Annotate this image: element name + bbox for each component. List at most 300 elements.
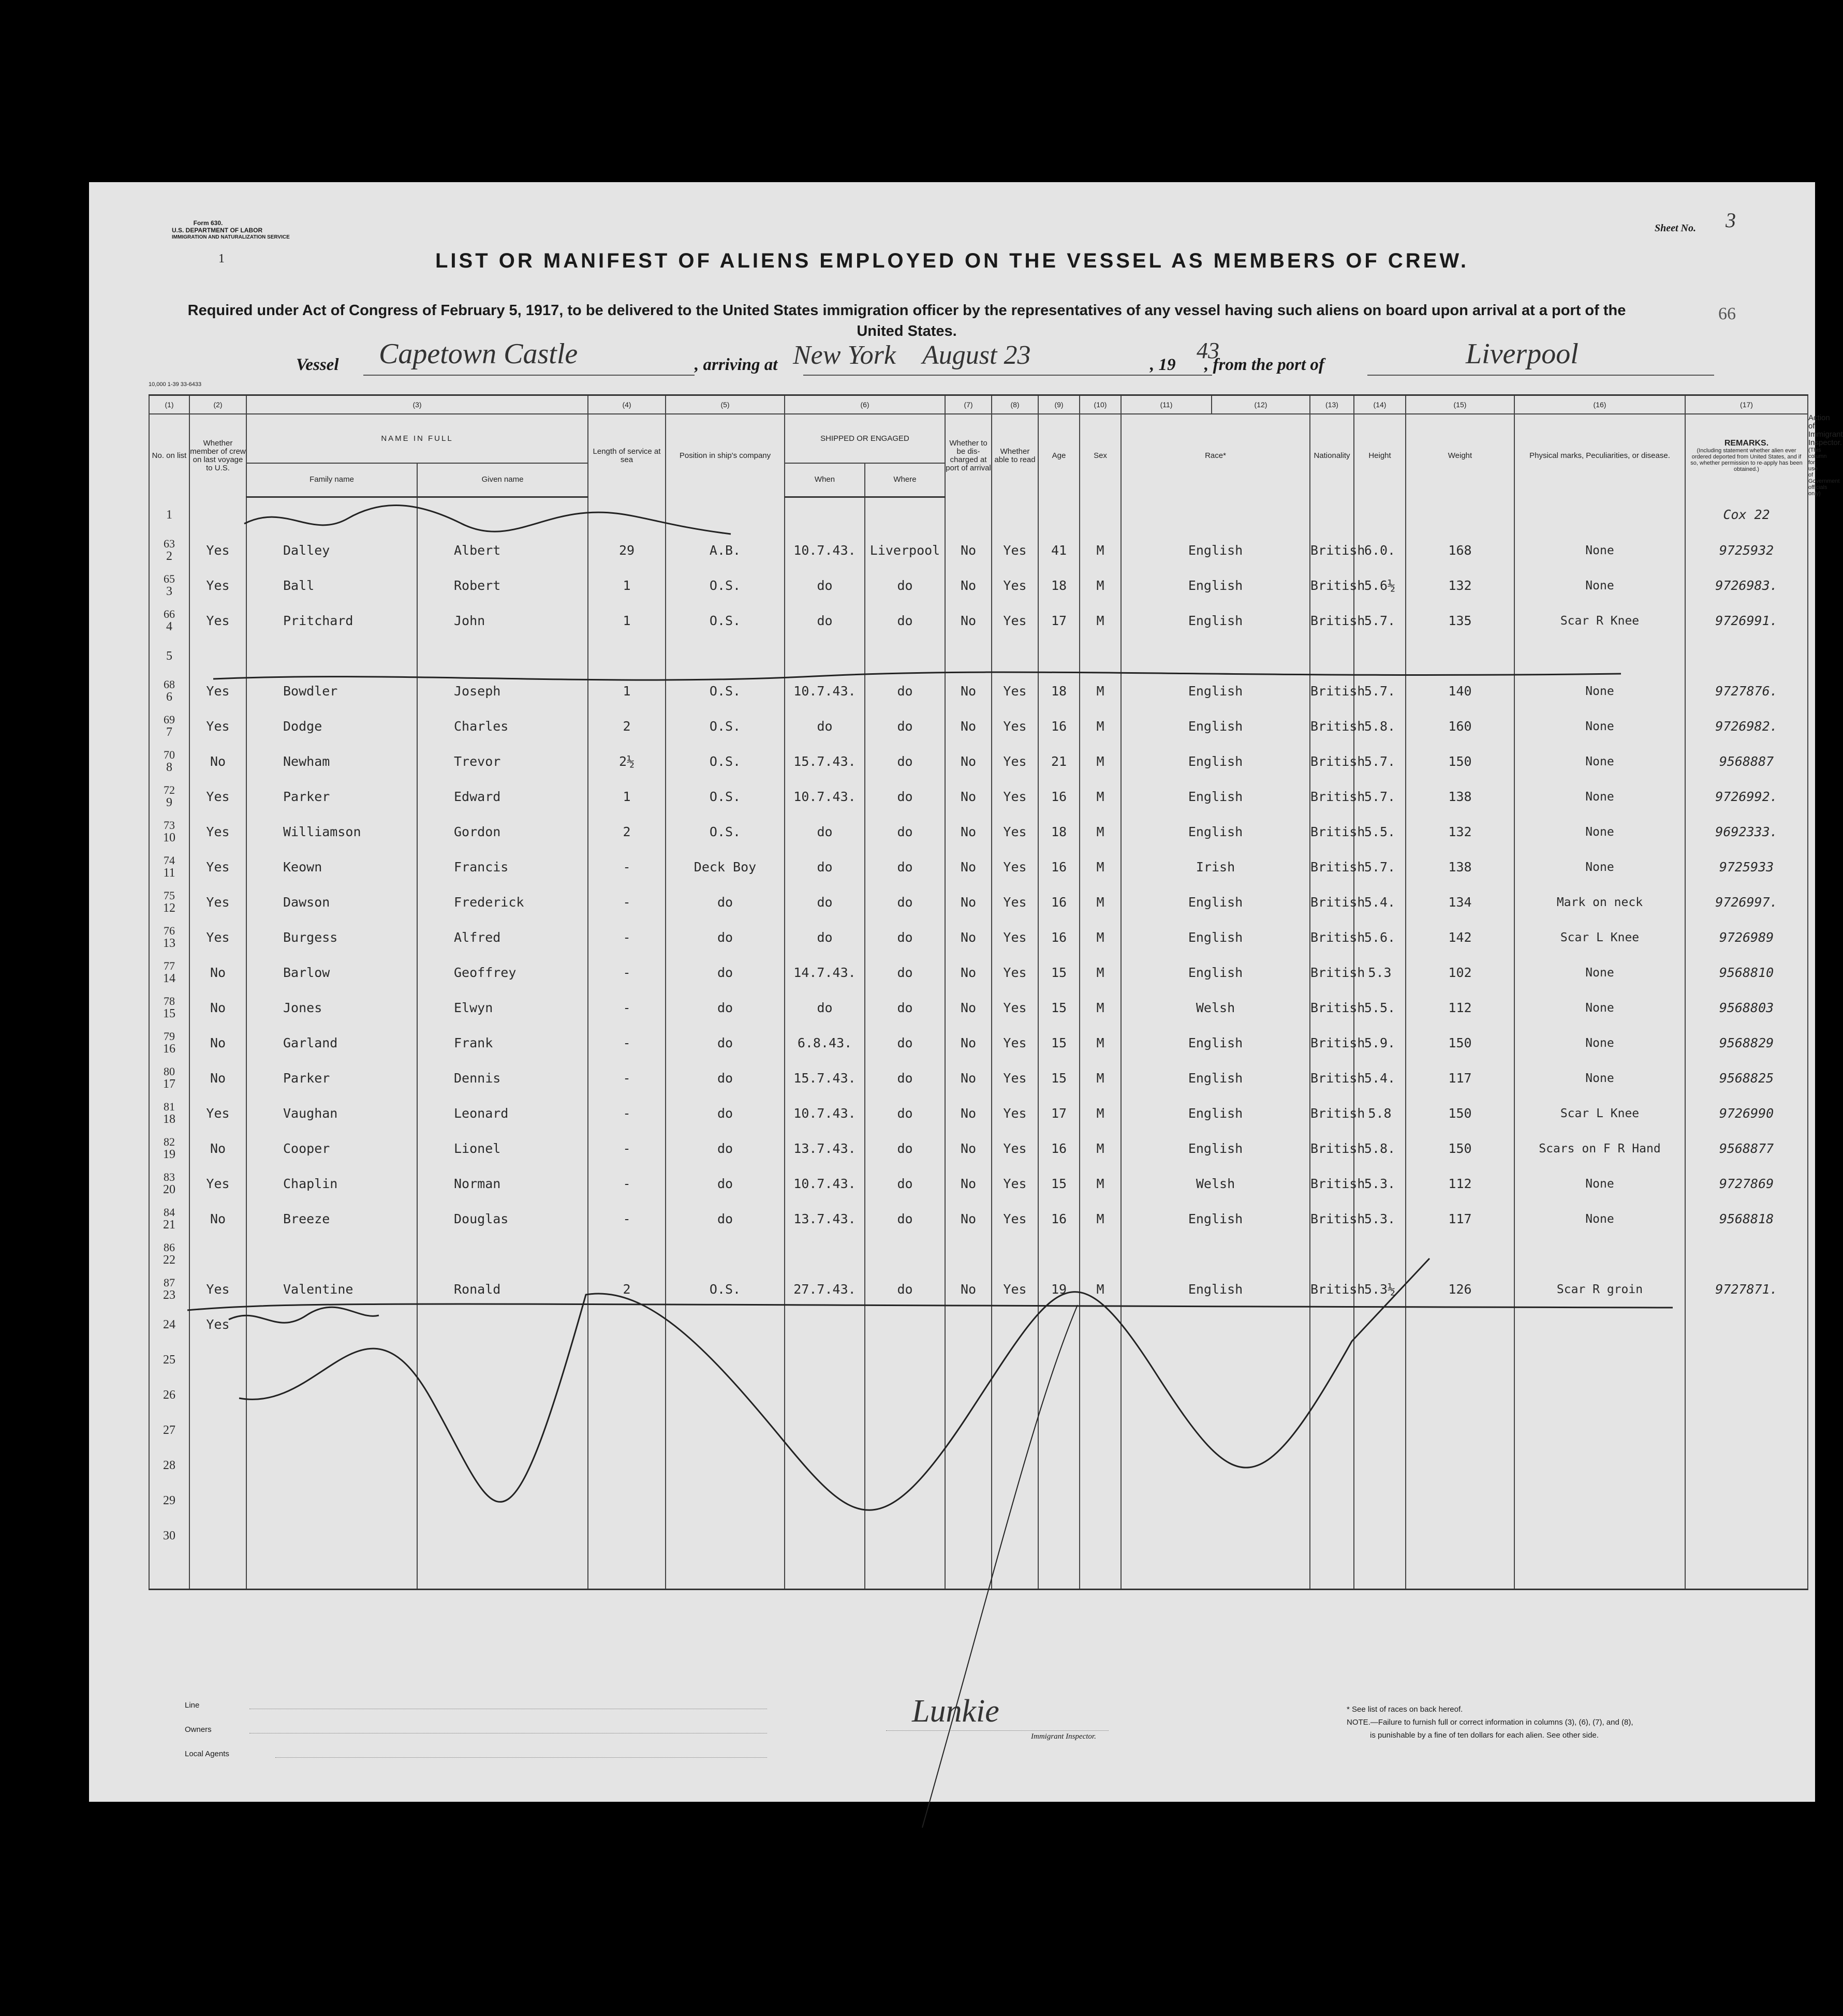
cell-given: Edward bbox=[417, 779, 588, 814]
cell-position: do bbox=[666, 885, 785, 920]
row-number: 3 bbox=[166, 584, 172, 598]
cell-where: do bbox=[865, 1026, 945, 1061]
cell-where: do bbox=[865, 920, 945, 955]
cell-height: 5.3½ bbox=[1354, 1272, 1406, 1307]
row-number: 23 bbox=[163, 1288, 175, 1302]
cell-age: 18 bbox=[1038, 814, 1080, 850]
cell-sex: M bbox=[1080, 603, 1121, 639]
cell-service: 2 bbox=[588, 709, 666, 744]
cell-height: 5.3. bbox=[1354, 1202, 1406, 1237]
cell-disch: No bbox=[945, 709, 992, 744]
cell-given: Douglas bbox=[417, 1202, 588, 1237]
cell-crew: Yes bbox=[189, 1307, 246, 1342]
cell-family: Dalley bbox=[246, 533, 417, 568]
row-number: 1 bbox=[166, 508, 172, 522]
cell-race: English bbox=[1121, 955, 1310, 990]
header-name-in-full: NAME IN FULL bbox=[246, 414, 588, 463]
cell-phys: None bbox=[1514, 1166, 1685, 1202]
cell-crew: No bbox=[189, 744, 246, 779]
cell-crew: Yes bbox=[189, 674, 246, 709]
cell-where: do bbox=[865, 1166, 945, 1202]
cell-nat: British bbox=[1310, 603, 1354, 639]
cell-height: 5.6½ bbox=[1354, 568, 1406, 603]
cell-service: 1 bbox=[588, 603, 666, 639]
cell-service: - bbox=[588, 920, 666, 955]
owners-label: Owners bbox=[185, 1725, 212, 1734]
cell-age: 16 bbox=[1038, 709, 1080, 744]
cell-given: Alfred bbox=[417, 920, 588, 955]
punch-hole bbox=[49, 1504, 76, 1534]
cell-given: Leonard bbox=[417, 1096, 588, 1131]
cell-phys: None bbox=[1514, 814, 1685, 850]
cell-where: do bbox=[865, 850, 945, 885]
cell-given: Elwyn bbox=[417, 990, 588, 1026]
handwritten-row-number: 77 bbox=[164, 959, 175, 972]
cell-when: 10.7.43. bbox=[785, 533, 865, 568]
cell-age: 15 bbox=[1038, 1166, 1080, 1202]
cell-given: Charles bbox=[417, 709, 588, 744]
cell-sex: M bbox=[1080, 1061, 1121, 1096]
cell-given: Frank bbox=[417, 1026, 588, 1061]
cell-given: Trevor bbox=[417, 744, 588, 779]
cell-phys: None bbox=[1514, 990, 1685, 1026]
cell-position: do bbox=[666, 1131, 785, 1166]
cell-disch: No bbox=[945, 1096, 992, 1131]
header-shipped: SHIPPED OR ENGAGED bbox=[785, 414, 945, 463]
cell-disch: No bbox=[945, 1026, 992, 1061]
cell-read: Yes bbox=[992, 603, 1038, 639]
note-failure: NOTE.—Failure to furnish full or correct information in columns (3), (6), (7), and (8), bbox=[1347, 1718, 1633, 1727]
cell-family: Garland bbox=[246, 1026, 417, 1061]
cell-when: do bbox=[785, 885, 865, 920]
cell-phys: None bbox=[1514, 744, 1685, 779]
cell-sex: M bbox=[1080, 779, 1121, 814]
cell-family: Barlow bbox=[246, 955, 417, 990]
cell-family: Breeze bbox=[246, 1202, 417, 1237]
cell-crew: No bbox=[189, 1061, 246, 1096]
cell-service: - bbox=[588, 1026, 666, 1061]
cell-crew: Yes bbox=[189, 885, 246, 920]
cell-weight: 150 bbox=[1406, 1096, 1514, 1131]
note-fine: is punishable by a fine of ten dollars for each alien. See other side. bbox=[1370, 1731, 1599, 1740]
handwritten-row-number: 84 bbox=[164, 1205, 175, 1219]
row-number: 25 bbox=[163, 1353, 175, 1367]
row-number: 18 bbox=[163, 1112, 175, 1126]
cell-nat: British bbox=[1310, 850, 1354, 885]
cell-race: English bbox=[1121, 920, 1310, 955]
cell-given: John bbox=[417, 603, 588, 639]
cell-remarks: 9568825 bbox=[1685, 1061, 1808, 1096]
cell-weight: 134 bbox=[1406, 885, 1514, 920]
cell-age: 18 bbox=[1038, 568, 1080, 603]
vessel-label: Vessel bbox=[296, 355, 339, 374]
cell-position: O.S. bbox=[666, 814, 785, 850]
cell-disch: No bbox=[945, 779, 992, 814]
col-number: (16) bbox=[1514, 395, 1685, 414]
cell-sex: M bbox=[1080, 674, 1121, 709]
cell-read: Yes bbox=[992, 955, 1038, 990]
cell-age: 17 bbox=[1038, 1096, 1080, 1131]
cell-service: - bbox=[588, 1061, 666, 1096]
handwritten-row-number: 83 bbox=[164, 1170, 175, 1183]
cell-nat: British bbox=[1310, 1272, 1354, 1307]
cell-when: 13.7.43. bbox=[785, 1131, 865, 1166]
cell-position: A.B. bbox=[666, 533, 785, 568]
header-age: Age bbox=[1038, 414, 1080, 497]
cell-nat: British bbox=[1310, 744, 1354, 779]
row-number: 6 bbox=[166, 690, 172, 704]
cell-sex: M bbox=[1080, 568, 1121, 603]
punch-hole bbox=[49, 1674, 76, 1704]
cell-family: Vaughan bbox=[246, 1096, 417, 1131]
row-number: 16 bbox=[163, 1042, 175, 1056]
cell-age: 16 bbox=[1038, 779, 1080, 814]
cell-remarks: 9727876. bbox=[1685, 674, 1808, 709]
cell-nat: British bbox=[1310, 1026, 1354, 1061]
arrival-year: 43 bbox=[1197, 338, 1219, 363]
cell-age: 15 bbox=[1038, 1026, 1080, 1061]
cell-nat: British bbox=[1310, 885, 1354, 920]
cell-remarks: 9726989 bbox=[1685, 920, 1808, 955]
cell-where: do bbox=[865, 955, 945, 990]
cell-service: 1 bbox=[588, 674, 666, 709]
inspector-signature: Lunkie bbox=[912, 1694, 999, 1729]
cell-position: do bbox=[666, 1166, 785, 1202]
cell-phys: Scar R Knee bbox=[1514, 603, 1685, 639]
cell-family: Cooper bbox=[246, 1131, 417, 1166]
header-physical: Physical marks, Peculiarities, or disease. bbox=[1514, 414, 1685, 497]
col-number: (9) bbox=[1038, 395, 1080, 414]
cell-sex: M bbox=[1080, 920, 1121, 955]
cell-weight: 102 bbox=[1406, 955, 1514, 990]
cell-when: 10.7.43. bbox=[785, 674, 865, 709]
cell-read: Yes bbox=[992, 1166, 1038, 1202]
cell-sex: M bbox=[1080, 1131, 1121, 1166]
cell-disch: No bbox=[945, 920, 992, 955]
cell-read: Yes bbox=[992, 814, 1038, 850]
col-number: (13) bbox=[1310, 395, 1354, 414]
cell-service: - bbox=[588, 850, 666, 885]
punch-hole bbox=[49, 1420, 76, 1450]
cell-remarks: 9726991. bbox=[1685, 603, 1808, 639]
arrival-port: New York bbox=[793, 340, 896, 370]
cell-disch: No bbox=[945, 1131, 992, 1166]
cell-remarks: 9568803 bbox=[1685, 990, 1808, 1026]
cell-remarks: 9727869 bbox=[1685, 1166, 1808, 1202]
cell-service: - bbox=[588, 955, 666, 990]
cell-where: do bbox=[865, 603, 945, 639]
header-weight: Weight bbox=[1406, 414, 1514, 497]
corner-mark: 1 bbox=[218, 252, 225, 265]
cell-height: 5.7. bbox=[1354, 779, 1406, 814]
col-number: (7) bbox=[945, 395, 992, 414]
cell-given: Dennis bbox=[417, 1061, 588, 1096]
cell-age: 15 bbox=[1038, 955, 1080, 990]
cell-when: 15.7.43. bbox=[785, 744, 865, 779]
cell-weight: 132 bbox=[1406, 814, 1514, 850]
cell-service: - bbox=[588, 1202, 666, 1237]
manifest-subtitle: Required under Act of Congress of February 5, 1917, to be delivered to the United States immigration officer by the representatives of any vessel having such aliens on board upon arrival at a port of the United States. bbox=[187, 302, 1626, 339]
cell-position: do bbox=[666, 1096, 785, 1131]
cell-family: Newham bbox=[246, 744, 417, 779]
cell-when: 27.7.43. bbox=[785, 1272, 865, 1307]
row-number: 27 bbox=[163, 1423, 175, 1437]
handwritten-row-number: 73 bbox=[164, 818, 175, 832]
cell-when: do bbox=[785, 814, 865, 850]
cell-sex: M bbox=[1080, 744, 1121, 779]
cell-where: do bbox=[865, 1131, 945, 1166]
cell-crew: No bbox=[189, 955, 246, 990]
cell-family: Ball bbox=[246, 568, 417, 603]
cell-race: Welsh bbox=[1121, 1166, 1310, 1202]
header-discharged: Whether to be dis-charged at port of arrival bbox=[945, 414, 992, 497]
cell-given: Albert bbox=[417, 533, 588, 568]
cell-height: 5.7. bbox=[1354, 603, 1406, 639]
cell-nat: British bbox=[1310, 814, 1354, 850]
cell-height: 5.5. bbox=[1354, 990, 1406, 1026]
row-number: 29 bbox=[163, 1493, 175, 1507]
cell-read: Yes bbox=[992, 1061, 1038, 1096]
cell-position: O.S. bbox=[666, 674, 785, 709]
cell-where: do bbox=[865, 1272, 945, 1307]
cell-sex: M bbox=[1080, 533, 1121, 568]
cell-disch: No bbox=[945, 990, 992, 1026]
handwritten-row-number: 78 bbox=[164, 994, 175, 1007]
cell-race: English bbox=[1121, 814, 1310, 850]
cell-phys: None bbox=[1514, 674, 1685, 709]
cell-weight: 140 bbox=[1406, 674, 1514, 709]
cell-phys: Mark on neck bbox=[1514, 885, 1685, 920]
remarks-title: REMARKS. bbox=[1724, 438, 1769, 448]
cell-disch: No bbox=[945, 568, 992, 603]
cell-read: Yes bbox=[992, 1131, 1038, 1166]
header-where: Where bbox=[865, 463, 945, 497]
punch-hole bbox=[49, 411, 76, 441]
cell-read: Yes bbox=[992, 709, 1038, 744]
cell-when: 10.7.43. bbox=[785, 1096, 865, 1131]
handwritten-row-number: 68 bbox=[164, 677, 175, 691]
cell-weight: 150 bbox=[1406, 1026, 1514, 1061]
cell-given: Frederick bbox=[417, 885, 588, 920]
row-number: 21 bbox=[163, 1218, 175, 1232]
cell-sex: M bbox=[1080, 1202, 1121, 1237]
cell-given: Norman bbox=[417, 1166, 588, 1202]
cell-sex: M bbox=[1080, 850, 1121, 885]
cell-when: do bbox=[785, 990, 865, 1026]
cell-sex: M bbox=[1080, 1166, 1121, 1202]
col-number: (15) bbox=[1406, 395, 1514, 414]
cell-race: Welsh bbox=[1121, 990, 1310, 1026]
remarks-note: (Including statement whether alien ever ordered deported from United States, and if so, whether permission to re-apply has been obtained.) bbox=[1690, 447, 1803, 472]
cell-crew: No bbox=[189, 1131, 246, 1166]
cell-family: Pritchard bbox=[246, 603, 417, 639]
cell-race: English bbox=[1121, 744, 1310, 779]
col-number: (14) bbox=[1354, 395, 1406, 414]
cell-remarks: 9568829 bbox=[1685, 1026, 1808, 1061]
cell-crew: No bbox=[189, 1202, 246, 1237]
handwritten-row-number: 75 bbox=[164, 888, 175, 902]
cell-race: English bbox=[1121, 1272, 1310, 1307]
cell-remarks: 9568877 bbox=[1685, 1131, 1808, 1166]
handwritten-strokes bbox=[89, 182, 1815, 1802]
cell-read: Yes bbox=[992, 1096, 1038, 1131]
cell-age: 19 bbox=[1038, 1272, 1080, 1307]
handwritten-row-number: 70 bbox=[164, 748, 175, 761]
cell-race: English bbox=[1121, 1096, 1310, 1131]
cell-crew: Yes bbox=[189, 568, 246, 603]
handwritten-row-number: 81 bbox=[164, 1100, 175, 1113]
cell-where: do bbox=[865, 568, 945, 603]
cell-height: 5.5. bbox=[1354, 814, 1406, 850]
cell-weight: 117 bbox=[1406, 1202, 1514, 1237]
cell-when: 10.7.43. bbox=[785, 779, 865, 814]
row-number: 9 bbox=[166, 795, 172, 809]
row-number: 12 bbox=[163, 901, 175, 915]
cell-disch: No bbox=[945, 744, 992, 779]
cell-where: do bbox=[865, 814, 945, 850]
cell-disch: No bbox=[945, 1202, 992, 1237]
punch-hole bbox=[49, 1168, 76, 1198]
cell-position: O.S. bbox=[666, 1272, 785, 1307]
cell-height: 5.9. bbox=[1354, 1026, 1406, 1061]
cell-remarks: 9726983. bbox=[1685, 568, 1808, 603]
cell-phys: None bbox=[1514, 1202, 1685, 1237]
cell-nat: British bbox=[1310, 1166, 1354, 1202]
cell-read: Yes bbox=[992, 1026, 1038, 1061]
header-read: Whether able to read bbox=[992, 414, 1038, 497]
cell-sex: M bbox=[1080, 990, 1121, 1026]
cell-service: - bbox=[588, 990, 666, 1026]
col-number: (1) bbox=[149, 395, 189, 414]
cell-disch: No bbox=[945, 1166, 992, 1202]
cell-service: - bbox=[588, 1096, 666, 1131]
cell-disch: No bbox=[945, 814, 992, 850]
cell-remarks: 9692333. bbox=[1685, 814, 1808, 850]
cell-read: Yes bbox=[992, 779, 1038, 814]
cell-age: 15 bbox=[1038, 990, 1080, 1026]
cell-weight: 150 bbox=[1406, 744, 1514, 779]
row-number: 30 bbox=[163, 1529, 175, 1543]
cell-family: Burgess bbox=[246, 920, 417, 955]
col-number: (6) bbox=[785, 395, 945, 414]
row-number: 22 bbox=[163, 1253, 175, 1267]
cell-race: English bbox=[1121, 1026, 1310, 1061]
cell-disch: No bbox=[945, 603, 992, 639]
handwritten-row-number: 66 bbox=[164, 607, 175, 620]
cell-service: - bbox=[588, 1166, 666, 1202]
cell-family: Chaplin bbox=[246, 1166, 417, 1202]
cell-sex: M bbox=[1080, 1096, 1121, 1131]
form-number: Form 630. bbox=[193, 219, 223, 227]
col-number: (10) bbox=[1080, 395, 1121, 414]
cell-nat: British bbox=[1310, 1061, 1354, 1096]
cell-family: Jones bbox=[246, 990, 417, 1026]
cell-when: do bbox=[785, 709, 865, 744]
cell-weight: 135 bbox=[1406, 603, 1514, 639]
stamp-number: 66 bbox=[1718, 304, 1736, 323]
cell-height: 6.0. bbox=[1354, 533, 1406, 568]
header-length-service: Length of service at sea bbox=[588, 414, 666, 497]
header-nationality: Nationality bbox=[1310, 414, 1354, 497]
cell-family: Bowdler bbox=[246, 674, 417, 709]
header-height: Height bbox=[1354, 414, 1406, 497]
cell-phys: None bbox=[1514, 533, 1685, 568]
cell-height: 5.3. bbox=[1354, 1166, 1406, 1202]
cell-position: O.S. bbox=[666, 779, 785, 814]
cell-read: Yes bbox=[992, 920, 1038, 955]
cell-position: O.S. bbox=[666, 744, 785, 779]
cell-height: 5.4. bbox=[1354, 1061, 1406, 1096]
cell-position: do bbox=[666, 990, 785, 1026]
cell-age: 15 bbox=[1038, 1061, 1080, 1096]
cell-family: Dawson bbox=[246, 885, 417, 920]
cell-nat: British bbox=[1310, 674, 1354, 709]
header-given-name: Given name bbox=[417, 463, 588, 497]
cell-given: Gordon bbox=[417, 814, 588, 850]
cell-nat: British bbox=[1310, 1131, 1354, 1166]
cell-phys: None bbox=[1514, 1026, 1685, 1061]
cell-crew: Yes bbox=[189, 533, 246, 568]
cell-phys: Scar R groin bbox=[1514, 1272, 1685, 1307]
cell-crew: Yes bbox=[189, 709, 246, 744]
cell-nat: British bbox=[1310, 533, 1354, 568]
cell-position: do bbox=[666, 1202, 785, 1237]
cell-read: Yes bbox=[992, 568, 1038, 603]
cell-position: O.S. bbox=[666, 709, 785, 744]
col-number: (12) bbox=[1212, 395, 1310, 414]
header-position: Position in ship's company bbox=[666, 414, 785, 497]
cell-where: do bbox=[865, 1096, 945, 1131]
cell-weight: 160 bbox=[1406, 709, 1514, 744]
cell-phys: None bbox=[1514, 568, 1685, 603]
col-number: (17) bbox=[1685, 395, 1808, 414]
col-number: (2) bbox=[189, 395, 246, 414]
cell-when: do bbox=[785, 568, 865, 603]
cell-race: English bbox=[1121, 568, 1310, 603]
cell-height: 5.8. bbox=[1354, 709, 1406, 744]
cell-remarks: 9726997. bbox=[1685, 885, 1808, 920]
cell-phys: None bbox=[1514, 850, 1685, 885]
handwritten-row-number: 79 bbox=[164, 1029, 175, 1043]
cell-crew: No bbox=[189, 990, 246, 1026]
row-number: 10 bbox=[163, 831, 175, 844]
header-crew-member: Whether member of crew on last voyage to U.S. bbox=[189, 414, 246, 497]
cell-height: 5.7. bbox=[1354, 744, 1406, 779]
cell-disch: No bbox=[945, 1061, 992, 1096]
cell-where: do bbox=[865, 885, 945, 920]
cell-phys: Scars on F R Hand bbox=[1514, 1131, 1685, 1166]
cell-race: English bbox=[1121, 674, 1310, 709]
row-number: 14 bbox=[163, 971, 175, 985]
cell-service: 29 bbox=[588, 533, 666, 568]
cell-age: 41 bbox=[1038, 533, 1080, 568]
cell-age: 21 bbox=[1038, 744, 1080, 779]
cell-service: 2 bbox=[588, 1272, 666, 1307]
local-agents-label: Local Agents bbox=[185, 1750, 229, 1758]
cell-position: do bbox=[666, 1026, 785, 1061]
cell-given: Robert bbox=[417, 568, 588, 603]
cell-where: do bbox=[865, 1061, 945, 1096]
cell-when: do bbox=[785, 920, 865, 955]
cell-height: 5.3 bbox=[1354, 955, 1406, 990]
cell-height: 5.4. bbox=[1354, 885, 1406, 920]
cell-weight: 112 bbox=[1406, 990, 1514, 1026]
cell-where: do bbox=[865, 674, 945, 709]
cell-sex: M bbox=[1080, 1272, 1121, 1307]
cell-read: Yes bbox=[992, 990, 1038, 1026]
cell-crew: Yes bbox=[189, 603, 246, 639]
cell-age: 16 bbox=[1038, 1131, 1080, 1166]
